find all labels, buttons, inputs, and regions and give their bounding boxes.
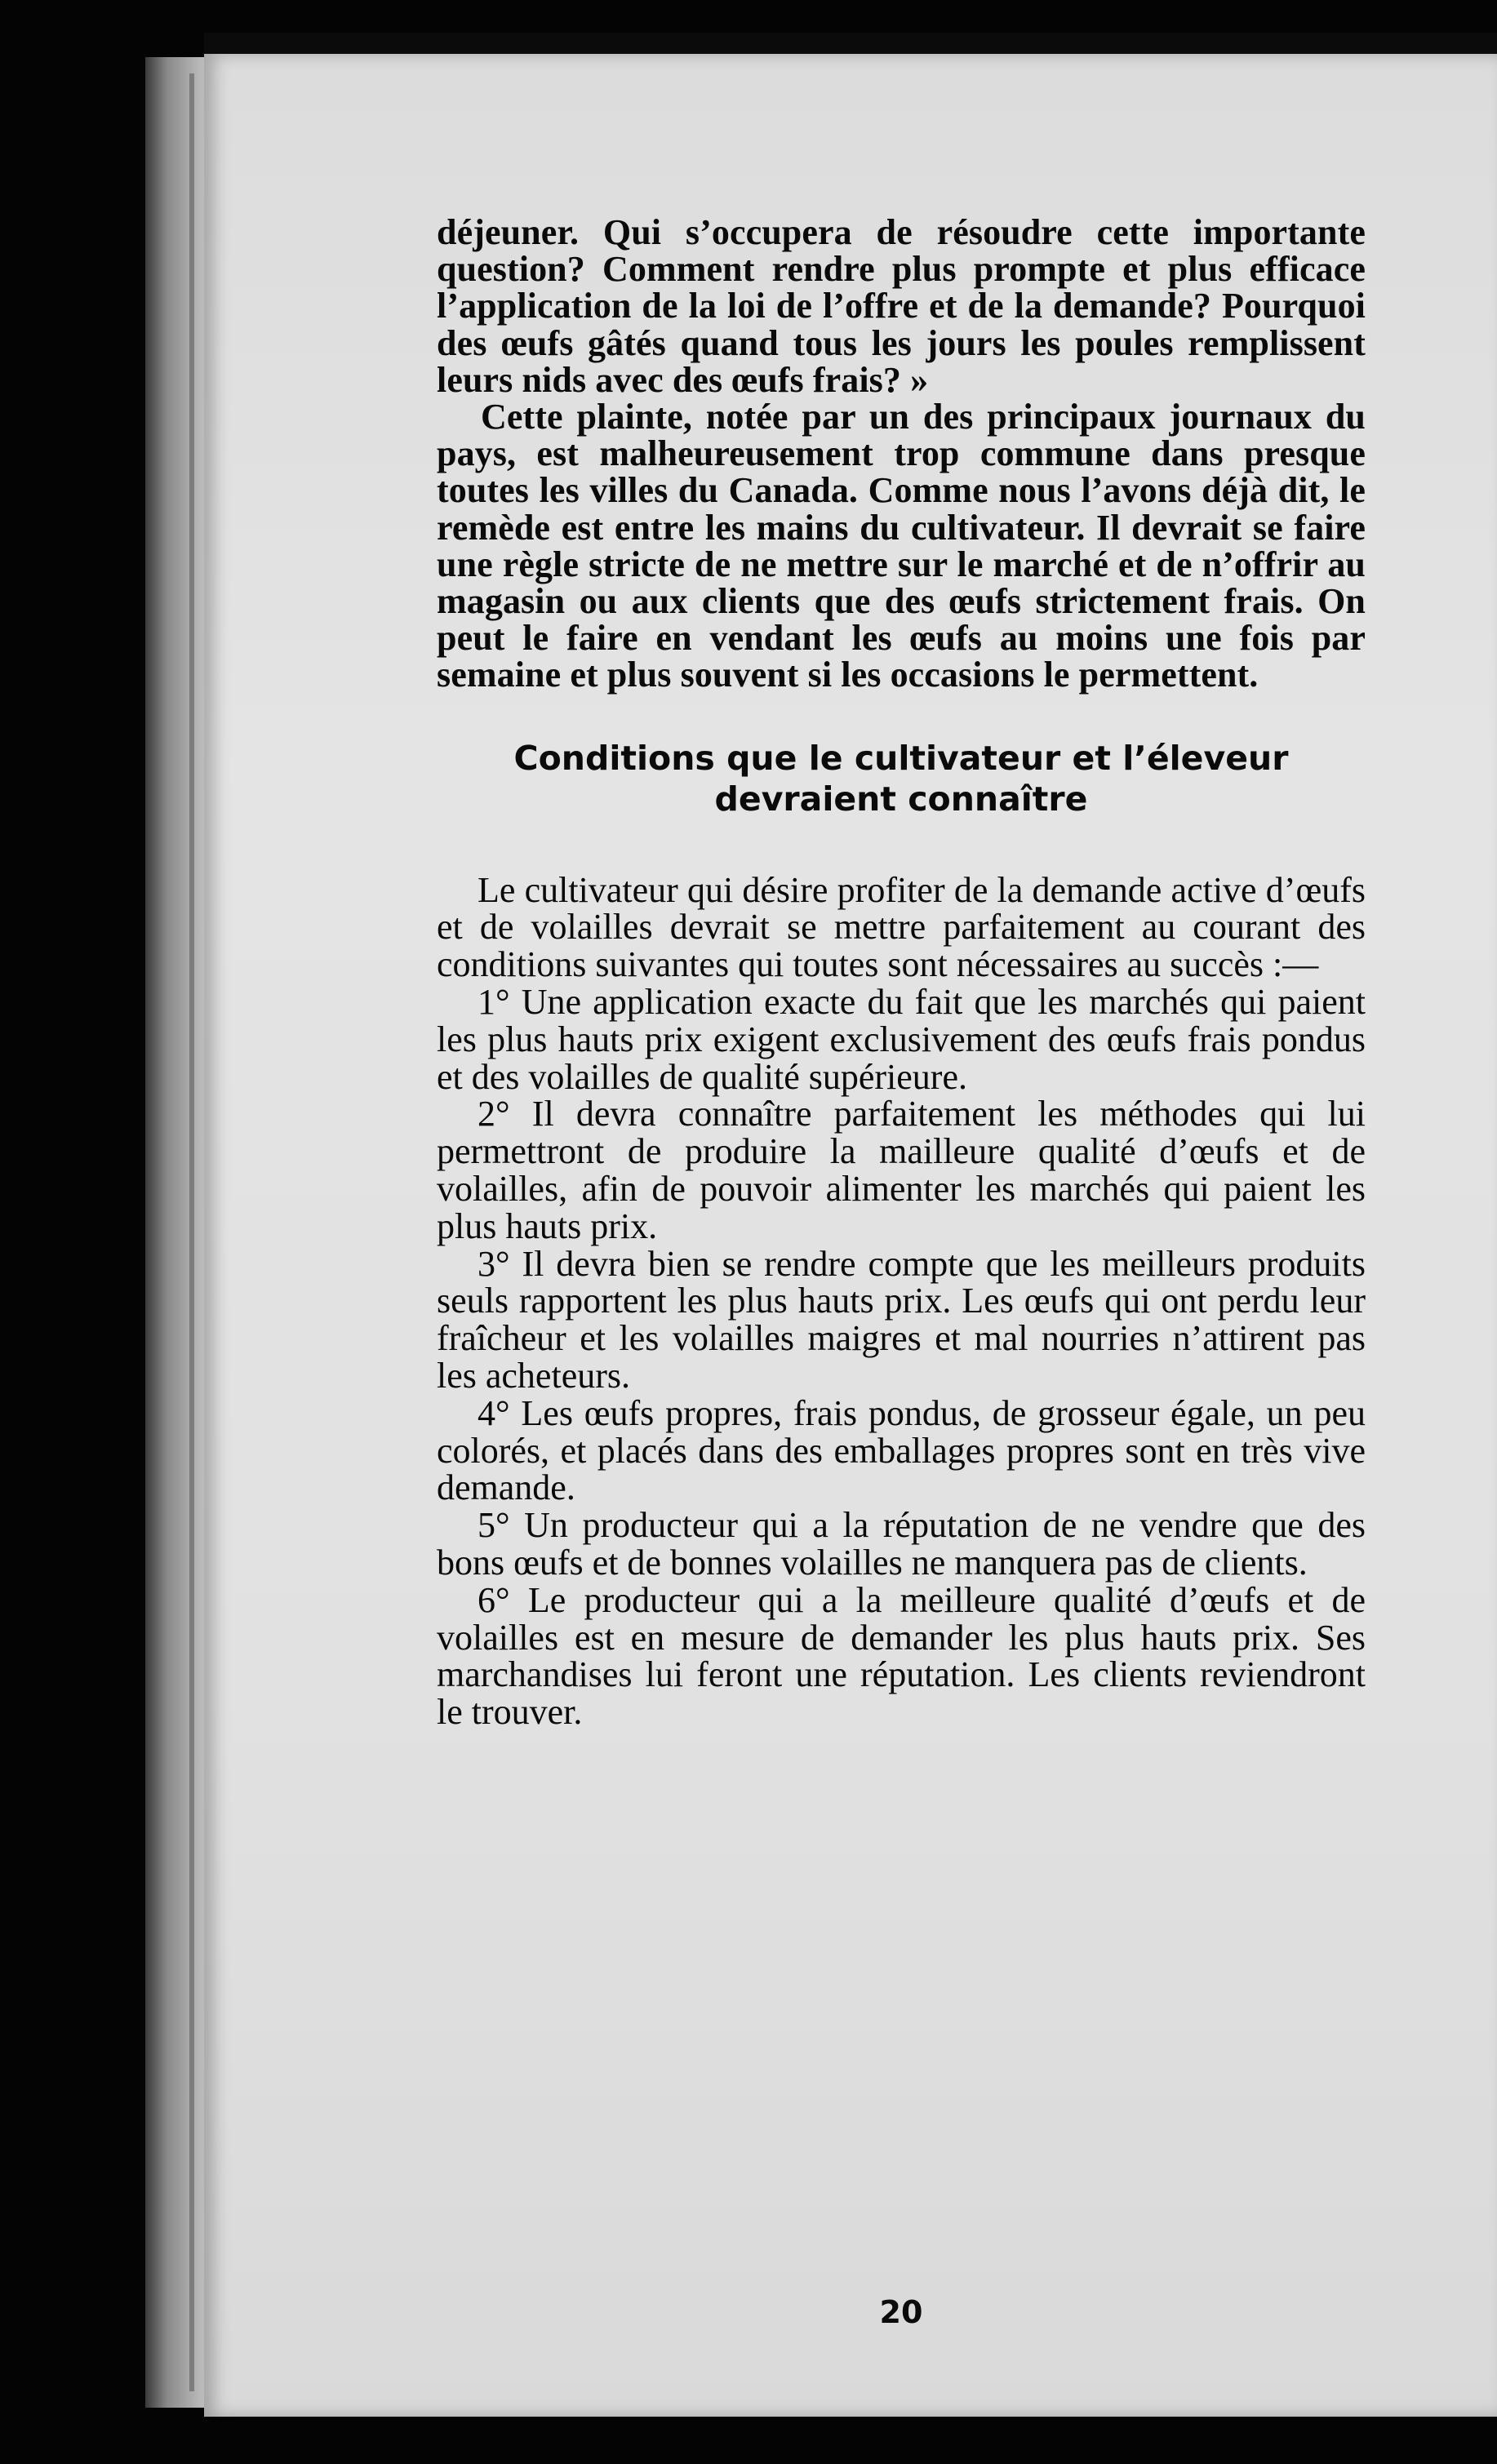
condition-item-6: 6° Le producteur qui a la meilleure qualité d’œufs et de volailles est en mesure de demander les plus hauts prix. Ses marchandises lui feront une réputation. Les clients reviendront le trouver.	[437, 1579, 1366, 1733]
heading-spacer	[437, 819, 1366, 872]
section-heading-line-2: devraient connaître	[714, 779, 1088, 819]
condition-item-3: 3° Il devra bien se rendre compte que les meilleurs produits seuls rapportent les plus hauts prix. Les œufs qui ont perdu leur fraîcheur et les volailles maigres et mal nourries n’attirent pas les acheteurs.	[437, 1243, 1366, 1396]
intro-paragraph-2: Cette plainte, notée par un des principaux journaux du pays, est malheureusement trop commune dans presque toutes les villes du Canada. Comme nous l’avons déjà dit, le remède est entre les mains du cultivateur. Il devrait se faire une règle stricte de ne mettre sur le marché et de n’offrir au magasin ou aux clients que des œufs strictement frais. On peut le faire en vendant les œufs au moins une fois par semaine et plus souvent si les occasions le permettent.	[437, 397, 1366, 695]
intro-paragraph-1: déjeuner. Qui s’occupera de résoudre cette importante question? Comment rendre plus prompte et plus efficace l’application de la loi de l’offre et de la demande? Pourquoi des œufs gâtés quand tous les jours les poules remplissent leurs nids avec des œufs frais? »	[437, 212, 1366, 400]
page-number: 20	[879, 2294, 923, 2330]
condition-item-4: 4° Les œufs propres, frais pondus, de grosseur égale, un peu colorés, et placés dans des emballages propres sont en très vive demande.	[437, 1392, 1366, 1508]
page-gutter-line	[189, 73, 194, 2391]
section-heading-line-1: Conditions que le cultivateur et l’éleveur	[513, 738, 1289, 778]
condition-item-1: 1° Une application exacte du fait que les marchés qui paient les plus hauts prix exigent exclusivement des œufs frais pondus et des volailles de qualité supérieure.	[437, 982, 1366, 1097]
condition-item-2: 2° Il devra connaître parfaitement les méthodes qui lui permettront de produire la mailleure qualité d’œufs et de volailles, afin de pouvoir alimenter les marchés qui paient les plus hauts prix.	[437, 1094, 1366, 1246]
lead-paragraph: Le cultivateur qui désire profiter de la demande active d’œufs et de volailles devrait se mettre parfaitement au courant des conditions suivantes qui toutes sont nécessaires au succès :—	[437, 869, 1366, 985]
page-text-block	[437, 212, 1366, 2330]
condition-item-5: 5° Un producteur qui a la réputation de ne vendre que des bons œufs et de bonnes volailles ne manquera pas de clients.	[437, 1505, 1366, 1583]
section-heading	[437, 738, 1366, 819]
